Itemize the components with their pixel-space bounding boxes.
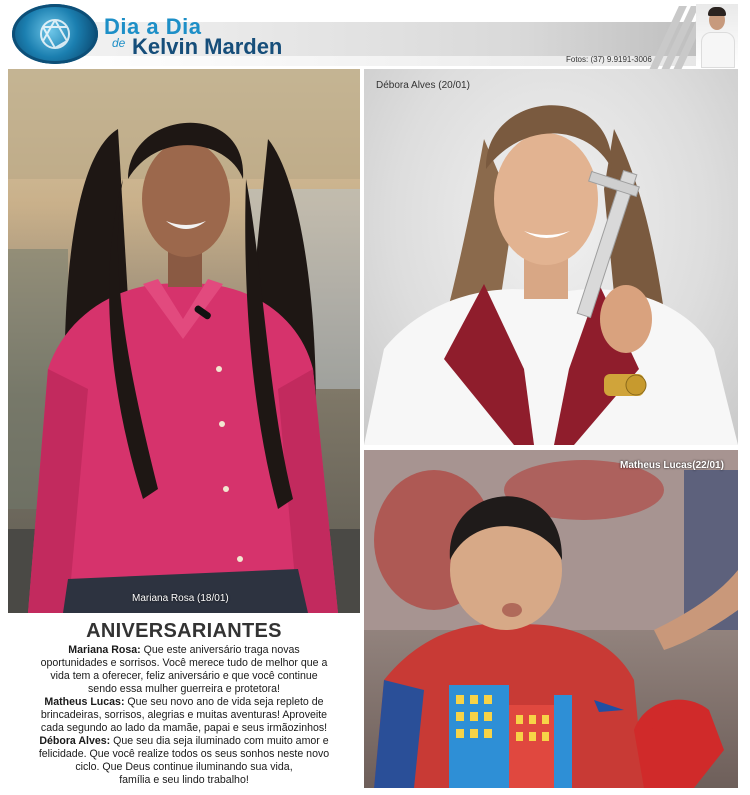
entry-line: ciclo. Que Deus continue iluminando sua vida,: [75, 761, 293, 773]
entry-name: Matheus Lucas:: [44, 696, 125, 708]
entry-line: felicidade. Que você realize todos os seus sonhos neste novo: [38, 748, 330, 760]
brand-connector: de: [112, 36, 126, 50]
camera-aperture-icon: [12, 4, 98, 64]
entry-line: cada segundo ao lado da mamãe, papai e seus irmãozinhos!: [40, 722, 328, 734]
entry-line: família e seu lindo trabalho!: [119, 774, 249, 786]
brand-title: Dia a Dia: [104, 14, 202, 39]
entry-line: Que seu novo ano de vida seja repleto de: [124, 696, 324, 708]
caption-debora: Débora Alves (20/01): [376, 80, 470, 91]
entry-line: Que seu dia seja iluminado com muito amor e: [110, 735, 329, 747]
section-heading: ANIVERSARIANTES: [86, 620, 282, 642]
author-portrait: [696, 4, 738, 66]
caption-matheus: Matheus Lucas(22/01): [620, 460, 724, 471]
entry-line: brincadeiras, sorrisos, alegrias e muitas aventuras! Aproveite: [40, 709, 328, 721]
brand-author: Kelvin Marden: [132, 34, 283, 59]
page-header: [0, 0, 750, 68]
contact-text: Fotos: (37) 9.9191-3006: [566, 55, 652, 64]
entry-line: sendo essa mulher guerreira e protetora!: [88, 683, 280, 695]
photo-debora: [364, 69, 738, 445]
entry-name: Débora Alves:: [39, 735, 111, 747]
photo-matheus: [364, 450, 738, 788]
photo-mariana: [8, 69, 360, 613]
entry-matheus: [10, 696, 358, 735]
entry-debora: [10, 735, 358, 787]
caption-mariana: Mariana Rosa (18/01): [132, 593, 229, 604]
entry-name: Mariana Rosa:: [68, 644, 141, 656]
article-body: [10, 644, 358, 787]
entry-mariana: [10, 644, 358, 696]
entry-line: vida tem a oferecer, feliz aniversário e que você continue: [50, 670, 318, 682]
entry-line: Que este aniversário traga novas: [140, 644, 300, 656]
entry-line: oportunidades e sorrisos. Você merece tudo de melhor que a: [40, 657, 328, 669]
